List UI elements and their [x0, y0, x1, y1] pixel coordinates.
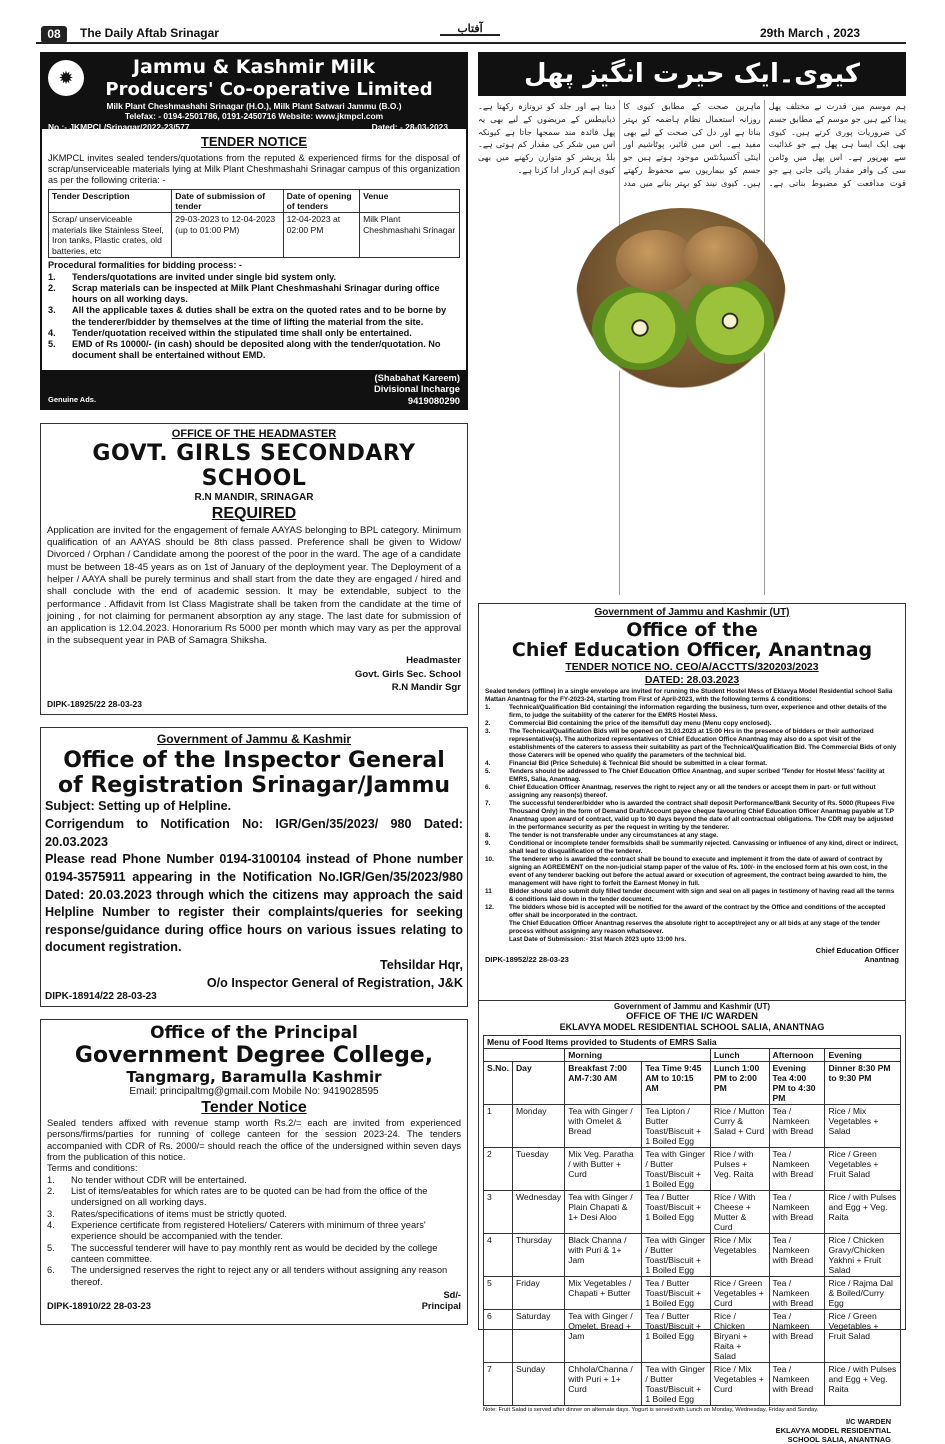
page-number: 08	[41, 26, 67, 43]
table-cell: Tea with Ginger / Butter Toast/Biscuit + 1 Boiled Egg	[642, 1148, 711, 1191]
table-cell: 29-03-2023 to 12-04-2023 (up to 01:00 PM)	[172, 213, 283, 258]
table-cell: Tea / Butter Toast/Biscuit + 1 Boiled Egg	[642, 1277, 711, 1310]
table-cell: Tea / Butter Toast/Biscuit + 1 Boiled Egg	[642, 1191, 711, 1234]
table-cell: Rice / Green Vegetables + Fruit Salad	[825, 1148, 901, 1191]
gdc-sign: Sd/-	[443, 1289, 461, 1300]
table-cell: 3	[484, 1191, 513, 1234]
ceo-dipk: DIPK-18952/22 28-03-23	[485, 955, 569, 965]
list-item: 2. Scrap materials can be inspected at Milk Plant Cheshmashahi Srinagar during office hours on all working days.	[48, 282, 440, 305]
ggss-office: OFFICE OF THE HEADMASTER	[171, 428, 337, 440]
list-item: 5. EMD of Rs 10000/- (in cash) should be deposited along with the tender/quotation. No document shall be entertained without EMD.	[48, 338, 441, 361]
jkmpcl-footer: (Shabahat Kareem) Divisional Incharge Genuine Ads. 9419080290	[42, 370, 466, 408]
list-item: 8. The tender is not transferable under any circumstances at any stage.	[485, 831, 719, 839]
urdu-headline: کیوی۔ایک حیرت انگیز پھل	[478, 52, 906, 96]
table-cell: Tea / Namkeen with Bread	[769, 1277, 825, 1310]
list-item: The Chief Education Officer Anantnag reserves the absolute right to accept/reject any or all bids at any stage of the tender process without assigning any reason whatsoever.	[509, 919, 881, 935]
table-cell: Tea / Namkeen with Bread	[769, 1191, 825, 1234]
table-row	[484, 1277, 901, 1310]
gdc-ad: Office of the Principal Government Degree College, Tangmarg, Baramulla Kashmir Email: principaltmg@gmail.com Mobile No: 9419028595 Tender Notice Sealed tenders affixed with revenue stamp worth Rs.2/= each are invited from experienced persons/firms/parties for running of college canteen for the session 2023-24. The tenders accompanied with CDR of Rs. 2000/= should reach the office of the undersigned within seven days from the publication of this notice. Terms and conditions: 1. No tender without CDR will be entertained. 2. List of items/eatables for which rates are to be quoted can be had from the office of the undersigned on all working days. 3. Rates/specifications of items must be strictly quoted. 4. Experience certificate from registered Hoteliers/ Caterers with minimum of three years' experience should be accompanied with the tender. 5. The successful tenderer will have to pay monthly rent as would be decided by the college canteen committee. 6. The undersigned reserves the right to reject any or all tenders without assigning any reason thereof. Sd/- DIPK-18910/22 28-03-23 Principal	[40, 1019, 468, 1325]
jkmpcl-table	[48, 189, 460, 259]
emrs-gov: Government of Jammu and Kashmir (UT)	[613, 1002, 771, 1011]
col-header: Tea Time 9:45 AM to 10:15 AM	[642, 1062, 711, 1105]
menu-note: Note: Fruit Salad is served after dinner on alternate days. Yogurt is served with Lunch on Monday, Wednesday, Friday and Sunday.	[483, 1407, 819, 1413]
list-item: 4. Financial Bid (Price Schedule) & Technical Bid should be submitted in a clear format.	[485, 759, 768, 767]
gdc-heading: Tender Notice	[201, 1099, 307, 1117]
igr-ad	[40, 727, 468, 1007]
jkmpcl-header	[42, 54, 466, 132]
table-row	[484, 1310, 901, 1363]
igr-gov: Government of Jammu & Kashmir	[156, 732, 352, 746]
list-item: 1. No tender without CDR will be entertained.	[47, 1174, 247, 1185]
urdu-paragraph: ہم موسم میں قدرت نے مختلف پھل پیدا کیے ہیں جو موسم کے مطابق جسم کی ضروریات پوری کرتے ہیں۔ کیوی بھی ایک ایسا ہی پھل ہے جو غذائیت سے بھرپور ہے۔ اس پھل میں وٹامن سی کی وافر مقدار پائی جاتی ہے جو قوت مدافعت کو مضبوط بناتی ہے۔ ماہرین صحت کے مطابق کیوی کا روزانہ استعمال نظام ہاضمہ کو بہتر بناتا ہے اور دل کی صحت کے لیے بھی مفید ہے۔ اس میں فائبر، پوٹاشیم اور اینٹی آکسیڈنٹس موجود ہوتے ہیں جو جسم کو بیماریوں سے محفوظ رکھتے ہیں۔ کیوی نیند کو بہتر بنانے میں مدد دیتا ہے اور جلد کو تروتازہ رکھتا ہے۔ ذیابیطس کے مریضوں کے لیے بھی یہ پھل فائدہ مند سمجھا جاتا ہے کیونکہ اس میں شکر کی مقدار کم ہوتی ہے۔ بلڈ پریشر کو متوازن رکھنے میں بھی کیوی اہم کردار ادا کرتا ہے۔	[478, 101, 906, 188]
jkmpcl-heading: TENDER NOTICE	[200, 134, 308, 149]
list-item: 2. List of items/eatables for which rates are to be quoted can be had from the office of the undersigned on all working days.	[47, 1185, 428, 1208]
col-header: S.No.	[484, 1062, 513, 1105]
col-header: Dinner 8:30 PM to 9:30 PM	[825, 1062, 901, 1105]
col-header: Day	[512, 1062, 564, 1105]
table-cell: 4	[484, 1234, 513, 1277]
ceo-title-2: Chief Education Officer, Anantnag	[511, 639, 873, 662]
jkmpcl-contact: Telefax: - 0194-2501786, 0191-2450716 Website: www.jkmpcl.com	[124, 111, 384, 122]
list-item: 3. All the applicable taxes & duties shall be extra on the quoted rates and to be borne by the tenderer/bidder by themselves at the time of lifting the material from the site.	[48, 305, 447, 327]
menu-table	[483, 1035, 901, 1406]
table-cell: Rice / Mix Vegetables + Curd	[710, 1363, 769, 1406]
col-header: Evening Tea 4:00 PM to 4:30 PM	[769, 1062, 825, 1105]
list-item: Last Date of Submission:- 31st March 2023 upto 13:00 hrs.	[509, 935, 687, 943]
ggss-body: Application are invited for the engagement of female AAYAS belonging to BPL category. Minimum qualification of an AAYAS should be 8th class passed. Preference shall be given to Widow/ Divorced / Orphan / Candidate among the poorest of the poor in the ward. The age of a candidate must be between 18-45 years as on 1st of January of the deployment year. The Deployment of a helper / AAYA shall be purely terminus and shall start from the date they are engaged / hired and shall conclude with the end of academic session. It may be extendable, subject to the performance . Affidavit from Ist Class Magistrate shall be taken from the candidate at the time of joining , for not claiming for permanent absorption ay any stage. The last date for submission of an application is 12.04.2023. Honorarium Rs 5000 per month which may vary as per the approval in the subsequent year in PAB of Samagra Shiksha.	[47, 524, 461, 647]
emrs-sign: I/C WARDEN EKLAVYA MODEL RESIDENTIAL SCHOOL SALIA, ANANTNAG	[775, 1417, 891, 1444]
table-row	[484, 1234, 901, 1277]
ggss-dipk: DIPK-18925/22 28-03-23	[47, 699, 142, 710]
table-cell: Rice / Rajma Dal & Boiled/Curry Egg	[825, 1277, 901, 1310]
jkmpcl-title-1: Jammu & Kashmir Milk	[132, 56, 376, 78]
table-cell: 1	[484, 1105, 513, 1148]
masthead-logo: آفتاب	[440, 22, 500, 36]
table-cell: Rice / With Cheese + Mutter & Curd	[710, 1191, 769, 1234]
col-group: Evening	[825, 1049, 901, 1062]
col-header: Date of opening of tenders	[283, 189, 359, 213]
issue-date: 29th March , 2023	[760, 26, 861, 40]
list-item: 3. Rates/specifications of items must be strictly quoted.	[47, 1208, 287, 1219]
jkmpcl-proc-title: Procedural formalities for bidding process: -	[48, 260, 242, 271]
gdc-email: Email: principaltmg@gmail.com Mobile No: 9419028595	[129, 1086, 379, 1098]
list-item: 4. Tender/quotation received within the stipulated time shall only be entertained.	[48, 327, 412, 338]
list-item: 1. Tenders/quotations are invited under single bid system only.	[48, 271, 337, 282]
list-item: 12. The bidders whose bid is accepted will be notified for the award of the contract by the Office and conditions of the accepted offer shall be incorporated in the contract.	[485, 903, 886, 919]
col-group: Afternoon	[769, 1049, 825, 1062]
table-cell: Rice / Green Vegetables + Fruit Salad	[825, 1310, 901, 1363]
ceo-sign: Chief Education Officer Anantnag	[815, 945, 899, 964]
list-item: 4. Experience certificate from registered Hoteliers/ Caterers with minimum of three years' experience should be accompanied with the tender.	[47, 1219, 426, 1242]
gdc-office: Office of the Principal	[150, 1023, 358, 1043]
jkmpcl-intro: JKMPCL invites sealed tenders/quotations from the reputed & experienced firms for the disposal of scrap/unserviceable materials lying at Milk Plant Cheshmashahi Srinagar campus of this organization as per the following criteria: -	[48, 152, 460, 186]
table-cell: Tea with Ginger / Plain Chapati & 1+ Desi Aloo	[565, 1191, 642, 1234]
list-item: 2. Commercial Bid containing the price of the items/full day menu (Menu copy enclosed).	[485, 719, 772, 727]
list-item: 7. The successful tenderer/bidder who is awarded the contract shall deposit Performance/Bank Security of Rs. 5000 (Rupees Five Thousand Only) in the form of Demand Draft/Account payee cheque favouring Chief Education Officer Anantnag payable at T.P Anantnag upon award of contract, valid up to 90 days beyond the date of all contractual obligations. The CDR may be adjusted in the performance security as per the request in writing by the tenderer.	[485, 799, 895, 831]
table-cell: Scrap/ unserviceable materials like Stainless Steel, Iron tanks, Plastic crates, old batteries, etc	[49, 213, 172, 258]
table-cell: 12-04-2023 at 02:00 PM	[283, 213, 359, 258]
table-cell: Rice / with Pulses and Egg + Veg. Raita	[825, 1363, 901, 1406]
col-header: Breakfast 7:00 AM-7:30 AM	[565, 1062, 642, 1105]
table-cell: Tea / Namkeen with Bread	[769, 1234, 825, 1277]
igr-body: Please read Phone Number 0194-3100104 instead of Phone number 0194-3575911 appearing in the Notification No.IGR/Gen/35/2023/980 Dated: 20.03.2023 through which the citizens may approach the said Helpline Number to register their complaints/queries for seeking response/guidance during office hours on various issues relating to document registration.	[45, 852, 463, 955]
table-cell: Saturday	[512, 1310, 564, 1363]
gdc-title: Government Degree College,	[74, 1042, 434, 1068]
header-rule	[36, 42, 906, 44]
col-header: Lunch 1:00 PM to 2:00 PM	[710, 1062, 769, 1105]
list-item: 5. The successful tenderer will have to pay monthly rent as would be decided by the college canteen committee.	[47, 1242, 438, 1264]
ggss-place: R.N MANDIR, SRINAGAR	[194, 491, 314, 503]
kiwi-image	[576, 208, 786, 388]
table-cell: 2	[484, 1148, 513, 1191]
gdc-place: Tangmarg, Baramulla Kashmir	[126, 1067, 382, 1086]
jkmpcl-address: Milk Plant Cheshmashahi Srinagar (H.O.), Milk Plant Satwari Jammu (B.O.)	[106, 101, 402, 112]
col-header: Date of submission of tender	[172, 189, 283, 213]
table-cell: 6	[484, 1310, 513, 1363]
table-row	[484, 1191, 901, 1234]
table-cell: Milk Plant Cheshmashahi Srinagar	[360, 213, 460, 258]
jkmpcl-items	[48, 272, 460, 362]
ggss-required: REQUIRED	[211, 505, 297, 523]
igr-subject: Subject: Setting up of Helpline.	[45, 799, 232, 814]
jkmpcl-dated: Dated: - 28-03-2023	[371, 121, 448, 132]
table-cell: Monday	[512, 1105, 564, 1148]
table-cell: Tea with Ginger / Butter Toast/Biscuit + 1 Boiled Egg	[642, 1234, 711, 1277]
table-cell: Mix Vegetables / Chapati + Butter	[565, 1277, 642, 1310]
col-group: Lunch	[710, 1049, 769, 1062]
table-cell: Rice / with Pulses + Veg. Raita	[710, 1148, 769, 1191]
table-cell: Tea / Namkeen with Bread	[769, 1363, 825, 1406]
table-cell: Black Channa / with Puri & 1+ Jam	[565, 1234, 642, 1277]
jkmpcl-logo: ✹	[48, 60, 84, 96]
ceo-tender-no: TENDER NOTICE NO. CEO/A/ACCTTS/320203/2023	[565, 661, 819, 674]
ggss-ad: OFFICE OF THE HEADMASTER GOVT. GIRLS SECONDARY SCHOOL R.N MANDIR, SRINAGAR REQUIRED Application are invited for the engagement of female AAYAS belonging to BPL category. Minimum qualification of an AAYAS should be 8th class passed. Preference shall be given to Widow/ Divorced / Orphan / Candidate among the poorest of the poor in the ward. The age of a candidate must be between 18-45 years as on 1st of January of the deployment year. The Deployment of a helper / AAYA shall be purely terminus and shall start from the date they are engaged / hired and shall conclude with the end of academic session. It may be extendable, subject to the performance . Affidavit from Ist Class Magistrate shall be taken from the candidate at the time of joining , for not claiming for permanent absorption ay any stage. The last date for submission of an application is 12.04.2023. Honorarium Rs 5000 per month which may vary as per the approval in the subsequent year in PAB of Samagra Shiksha. Headmaster Govt. Girls Sec. School R.N Mandir Sgr DIPK-18925/22 28-03-23	[40, 423, 468, 715]
table-cell: Tuesday	[512, 1148, 564, 1191]
igr-sign-2: O/o Inspector General of Registration, J&K	[206, 975, 463, 990]
col-header: Tender Description	[49, 189, 172, 213]
gdc-dipk: DIPK-18910/22 28-03-23	[47, 1301, 151, 1312]
igr-sign: Tehsildar Hqr,	[379, 958, 463, 973]
table-cell: Tea with Ginger / Omelet, Bread + Jam	[565, 1310, 642, 1363]
table-cell: 7	[484, 1363, 513, 1406]
col-header: Venue	[360, 189, 460, 213]
table-cell: Rice / Chicken Biryani + Raita + Salad	[710, 1310, 769, 1363]
ggss-sign: Headmaster	[406, 654, 461, 666]
jkmpcl-ref-no: No.:- JKMPCL/Srinagar/2022-23/577	[48, 121, 190, 132]
table-cell: Tea / Namkeen with Bread	[769, 1310, 825, 1363]
gdc-terms-title: Terms and conditions:	[47, 1163, 138, 1174]
list-item: 3. The Technical/Qualification Bids will be opened on 31.03.2023 at 15:00 Hrs in the presence of bidders or their authorized representative(s). The authorized representatives of Chief Education Office Anantnag may also do a spot visit of the establishments of the caterers to assess their suitability as part of the Technical/Qualification Bid. The Commercial Bids of only those Caterers will be opened who qualify the parameters of the technical bid.	[485, 727, 897, 759]
emrs-office: OFFICE OF THE I/C WARDEN	[626, 1011, 758, 1022]
table-cell: Wednesday	[512, 1191, 564, 1234]
menu-title: Menu of Food Items provided to Students of EMRS Salia	[484, 1036, 901, 1049]
table-cell: Tea / Namkeen with Bread	[769, 1148, 825, 1191]
table-cell: Tea Lipton / Butter Toast/Biscuit + 1 Boiled Egg	[642, 1105, 711, 1148]
table-cell: Rice / Mix Vegetables	[710, 1234, 769, 1277]
table-cell: Tea with Ginger / with Omelet & Bread	[565, 1105, 642, 1148]
jkmpcl-ad	[40, 52, 468, 410]
list-item: 1. Technical/Qualification Bid containing/ the information regarding the business, turn over, experience and other details of the firm, to judge the suitability of the caterer for the EMRS Hostel Mess.	[485, 703, 887, 719]
ceo-dated: DATED: 28.03.2023	[644, 674, 740, 687]
table-cell: Tea / Namkeen with Bread	[769, 1105, 825, 1148]
table-cell: Mix Veg. Paratha / with Butter + Curd	[565, 1148, 642, 1191]
table-cell: Rice / with Pulses and Egg + Veg. Raita	[825, 1191, 901, 1234]
table-cell: Rice / Mix Vegetables + Salad	[825, 1105, 901, 1148]
col-group: Morning	[565, 1049, 711, 1062]
ggss-title: GOVT. GIRLS SECONDARY SCHOOL	[92, 441, 416, 492]
list-item: 11 Bidder should also submit duly filled tender document with sign and seal on all pages in testimony of having read all the terms & conditions laid down in the tender document.	[485, 887, 895, 903]
list-item: 10. The tenderer who is awarded the contract shall be bound to execute and implement it from the date of award of contract by signing an AGREEMENT on the non-judicial stamp paper of the value of Rs. 100/- in the enclosed form at his own cost, in the event of any tenderer backing out before the actual award or execution of agreement, the contract being awarded to him, the management will have right to forfeit the Earnest Money in full.	[485, 855, 888, 887]
gdc-items	[47, 1175, 461, 1288]
igr-title-1: Office of the Inspector General	[63, 747, 445, 773]
table-cell: Tea with Ginger / Butter Toast/Biscuit + 1 Boiled Egg	[642, 1363, 711, 1406]
igr-corrigendum: Corrigendum to Notification No: IGR/Gen/35/2023/ 980 Dated: 20.03.2023	[45, 817, 463, 849]
ceo-title-1: Office of the	[626, 618, 758, 641]
list-item: 6. Chief Education Officer Anantnag, reserves the right to reject any or all the tenders or accept them in part- or full without assigning any reason(s) thereof.	[485, 783, 876, 799]
table-cell: Rice / Mutton Curry & Salad + Curd	[710, 1105, 769, 1148]
igr-title-2: of Registration Srinagar/Jammu	[57, 773, 451, 799]
igr-dipk: DIPK-18914/22 28-03-23	[45, 991, 157, 1003]
table-row	[484, 1148, 901, 1191]
table-cell: Chhola/Channa / with Puri + 1+ Curd	[565, 1363, 642, 1406]
table-cell: Rice / Green Vegetables + Curd	[710, 1277, 769, 1310]
table-cell: Sunday	[512, 1363, 564, 1406]
list-item: 5. Tenders should be addressed to The Chief Education Office Anantnag, and super scribed 'Tender for Hostel Mess' facility at EMRS, Salia, Anantnag.	[485, 767, 885, 783]
list-item: 6. The undersigned reserves the right to reject any or all tenders without assigning any reason thereof.	[47, 1265, 448, 1287]
emrs-ad	[478, 1000, 906, 1444]
table-cell: 5	[484, 1277, 513, 1310]
ceo-ad	[478, 603, 906, 1001]
list-item: 9. Conditional or incomplete tender forms/bids shall be summarily rejected. Canvassing or influence of any kind, direct or indirect, shall lead to disqualification of the tenderer.	[485, 839, 898, 855]
table-row	[484, 1363, 901, 1406]
table-cell: Tea / Butter Toast/Biscuit + 1 Boiled Egg	[642, 1310, 711, 1363]
emrs-school: EKLAVYA MODEL RESIDENTIAL SCHOOL SALIA, ANANTNAG	[559, 1022, 825, 1032]
table-cell: Thursday	[512, 1234, 564, 1277]
ceo-gov: Government of Jammu and Kashmir (UT)	[594, 607, 790, 618]
table-cell: Friday	[512, 1277, 564, 1310]
table-row	[484, 1105, 901, 1148]
table-cell: Rice / Chicken Gravy/Chicken Yakhni + Fruit Salad	[825, 1234, 901, 1277]
jkmpcl-title-2: Producers' Co-operative Limited	[105, 79, 433, 101]
gdc-intro: Sealed tenders affixed with revenue stamp worth Rs.2/= each are invited from experienced persons/firms/parties for running of college canteen for the session 2023-24. The tenders accompanied with CDR of Rs. 2000/= should reach the office of the undersigned within seven days from the publication of this notice.	[47, 1117, 461, 1162]
ceo-items	[485, 704, 899, 944]
paper-name: The Daily Aftab Srinagar	[80, 26, 219, 40]
ceo-intro: Sealed tenders (offline) in a single envelope are invited for running the Student Hostel Mess of Eklavya Model Residential school Salia Mattan Anantnag for the FY-2023-24, starting from First of April-2023, with the following terms & conditions:	[485, 687, 893, 703]
